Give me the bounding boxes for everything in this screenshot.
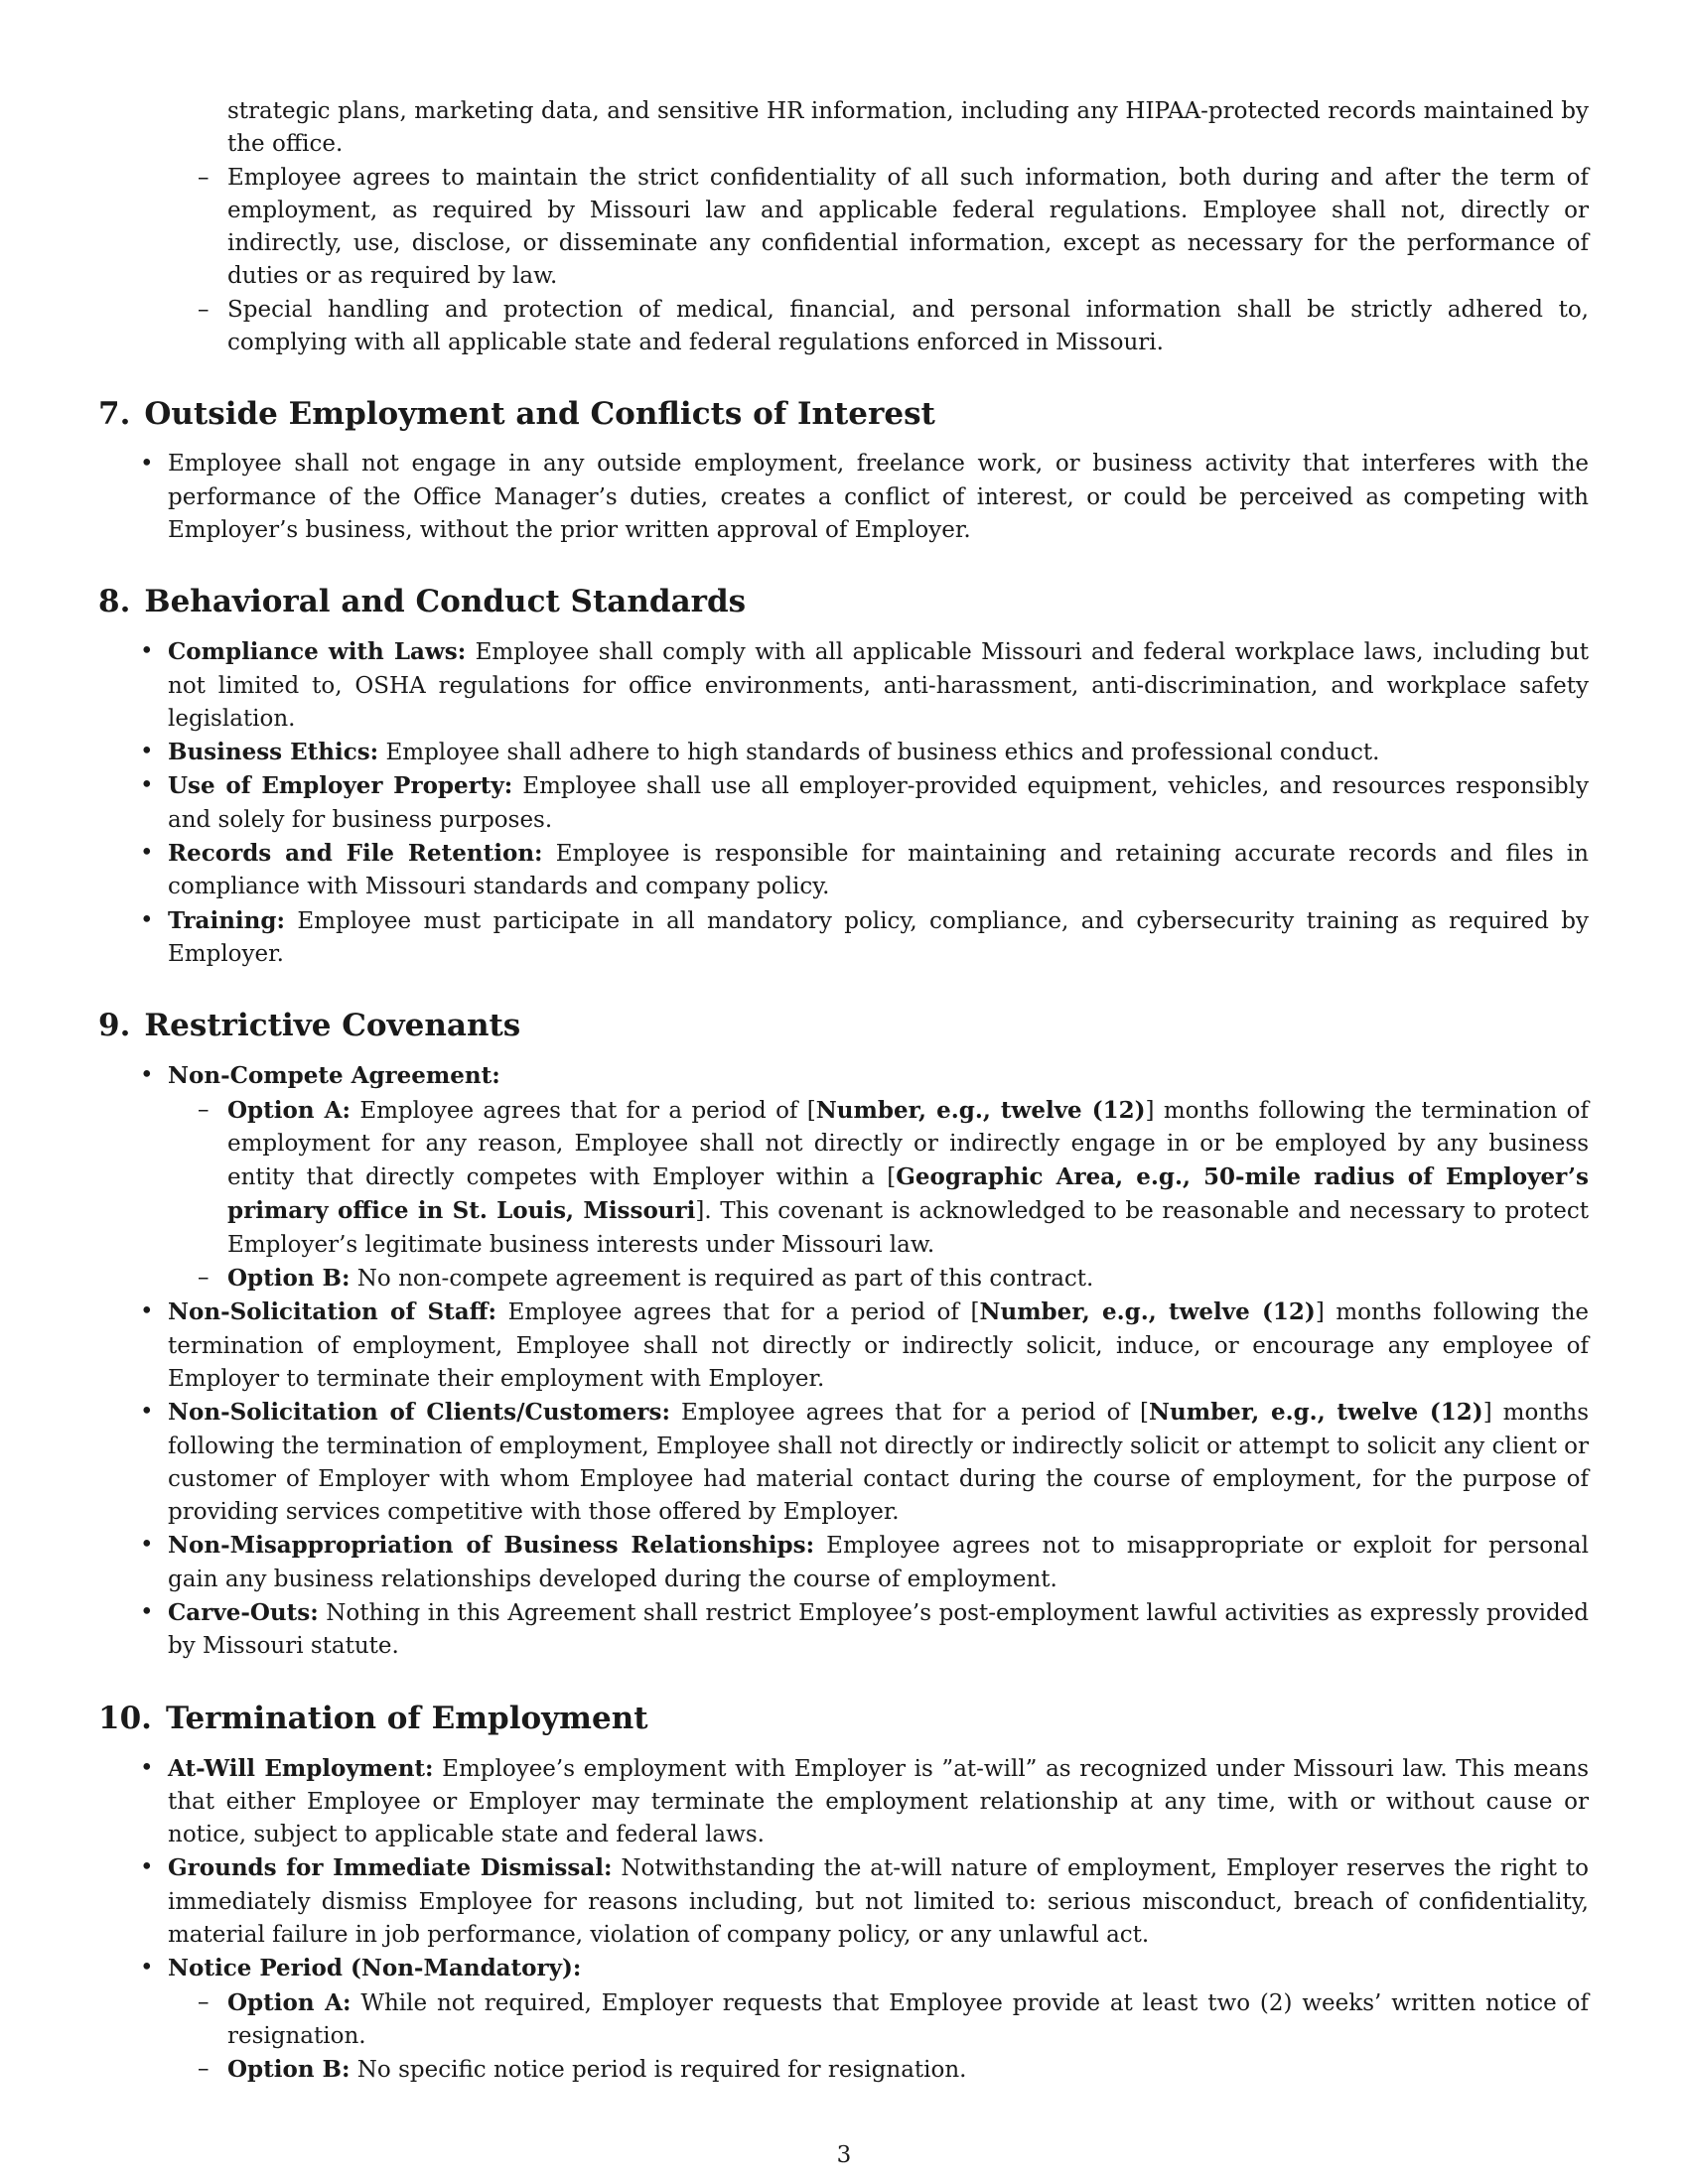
training-item: • Training: Employee must participate in all mandatory policy, compliance, and cybersecurity training as required by Employer. xyxy=(140,906,1589,967)
non-solicitation-staff-item: • Non-Solicitation of Staff: Employee agrees that for a period of [Number, e.g., twelve (12)] months following the termination of employment, Employee shall not directly or indirectly solicit, induce, or encourage any employee of Employer to terminate their employment with Employer. xyxy=(140,1298,1590,1392)
ethics-item: • Business Ethics: Employee shall adhere to high standards of business ethics and professional conduct. xyxy=(140,739,1380,766)
continued-fragment: strategic plans, marketing data, and sensitive HR information, including any HIPAA-protected records maintained by the office. xyxy=(227,98,1589,158)
non-compete-item: • Non-Compete Agreement: xyxy=(140,1062,500,1090)
non-compete-option-a: – Option A: Employee agrees that for a period of [Number, e.g., twelve (12)] months following the termination of employment for any reason, Employee shall not directly or indirectly engage in or be employed by any business entity that directly competes with Employer within a [Geographic Area, e.g., 50-mile radius of Employer’s primary office in St. Louis, Missouri]. This covenant is acknowledged to be reasonable and necessary to protect Employer’s legitimate business interests under Missouri law. xyxy=(198,1096,1590,1258)
section-7-heading: 7. Outside Employment and Conflicts of Interest xyxy=(98,396,935,433)
section-10-heading: 10. Termination of Employment xyxy=(98,1700,648,1736)
at-will-item: • At-Will Employment: Employee’s employment with Employer is ”at-will” as recognized under Missouri law. This means that either Employee or Employer may terminate the employment relationship at any time, with or without cause or notice, subject to applicable state and federal laws. xyxy=(140,1754,1589,1848)
confidentiality-item: – Employee agrees to maintain the strict confidentiality of all such information, both during and after the term of employment, as required by Missouri law and applicable federal regulations. Employee shall not, directly or indirectly, use, disclose, or disseminate any confidential information, except as necessary for the performance of duties or as required by law. xyxy=(198,164,1589,290)
non-solicitation-clients-item: • Non-Solicitation of Clients/Customers: Employee agrees that for a period of [Number, e.g., twelve (12)] months following the termination of employment, Employee shall not directly or indirectly solicit or attempt to solicit any client or customer of Employer with whom Employee had material contact during the course of employment, for the purpose of providing services competitive with those offered by Employer. xyxy=(140,1399,1590,1526)
special-handling-item: – Special handling and protection of medical, financial, and personal information shall be strictly adhered to, complying with all applicable state and federal regulations enforced in Missouri. xyxy=(198,296,1589,356)
section-8-heading: 8. Behavioral and Conduct Standards xyxy=(98,584,747,620)
document-page xyxy=(98,95,1589,2088)
compliance-item: • Compliance with Laws: Employee shall comply with all applicable Missouri and federal workplace laws, including but not limited to, OSHA regulations for office environments, anti-harassment, anti-discrimination, and workplace safety legislation. xyxy=(140,638,1590,732)
carve-outs-item: • Carve-Outs: Nothing in this Agreement shall restrict Employee’s post-employment lawful activities as expressly provided by Missouri statute. xyxy=(140,1598,1589,1660)
grounds-dismissal-item: • Grounds for Immediate Dismissal: Notwithstanding the at-will nature of employment, Employer reserves the right to immediately dismiss Employee for reasons including, but not limited to: serious misconduct, breach of confidentiality, material failure in job performance, violation of company policy, or any unlawful act. xyxy=(140,1854,1589,1949)
outside-employment-item: • Employee shall not engage in any outside employment, freelance work, or business activity that interferes with the performance of the Office Manager’s duties, creates a conflict of interest, or could be perceived as competing with Employer’s business, without the prior written approval of Employer. xyxy=(140,451,1589,543)
page-number: 3 xyxy=(836,2142,852,2168)
notice-period-item: • Notice Period (Non-Mandatory): xyxy=(140,1955,582,1982)
notice-option-a: – Option A: While not required, Employer requests that Employee provide at least two (2) weeks’ written notice of resignation. xyxy=(198,1988,1589,2049)
non-misappropriation-item: • Non-Misappropriation of Business Relationships: Employee agrees not to misappropriate or exploit for personal gain any business relationships developed during the course of employment. xyxy=(140,1532,1589,1592)
property-item: • Use of Employer Property: Employee shall use all employer-provided equipment, vehicles, and resources responsibly and solely for business purposes. xyxy=(140,772,1589,833)
records-item: • Records and File Retention: Employee is responsible for maintaining and retaining accurate records and files in compliance with Missouri standards and company policy. xyxy=(140,840,1589,900)
non-compete-option-b: – Option B: No non-compete agreement is required as part of this contract. xyxy=(198,1265,1094,1293)
section-9-heading: 9. Restrictive Covenants xyxy=(98,1008,521,1044)
notice-option-b: – Option B: No specific notice period is required for resignation. xyxy=(198,2056,967,2084)
